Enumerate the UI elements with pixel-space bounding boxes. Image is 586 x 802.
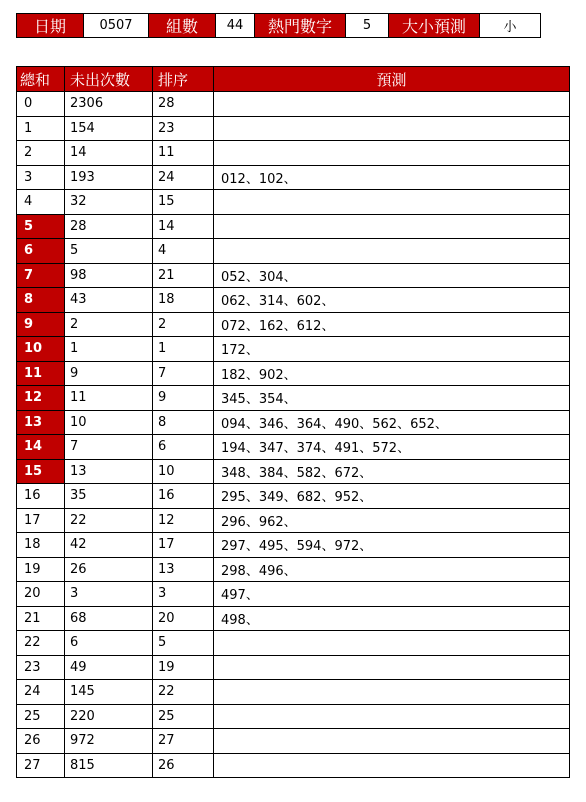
table-row [17, 533, 570, 558]
missed-count-cell: 98 [65, 263, 153, 288]
sum-cell: 23 [17, 655, 65, 680]
prediction-cell: 296、962、 [214, 508, 570, 533]
prediction-cell [214, 239, 570, 264]
sum-cell: 2 [17, 141, 65, 166]
sum-cell: 25 [17, 704, 65, 729]
sum-cell: 3 [17, 165, 65, 190]
table-header-row [17, 67, 570, 92]
missed-count-cell: 35 [65, 484, 153, 509]
table-row [17, 92, 570, 117]
missed-count-cell: 972 [65, 729, 153, 754]
rank-cell: 15 [153, 190, 214, 215]
prediction-cell: 348、384、582、672、 [214, 459, 570, 484]
table-row [17, 288, 570, 313]
table-row [17, 435, 570, 460]
prediction-cell [214, 116, 570, 141]
rank-cell: 5 [153, 631, 214, 656]
sum-cell: 0 [17, 92, 65, 117]
missed-count-cell: 14 [65, 141, 153, 166]
missed-count-cell: 42 [65, 533, 153, 558]
missed-count-cell: 22 [65, 508, 153, 533]
prediction-cell: 072、162、612、 [214, 312, 570, 337]
rank-cell: 27 [153, 729, 214, 754]
hot-number-label: 熱門數字 [255, 14, 346, 38]
rank-cell: 16 [153, 484, 214, 509]
sum-cell: 22 [17, 631, 65, 656]
prediction-cell [214, 631, 570, 656]
missed-count-cell: 28 [65, 214, 153, 239]
rank-cell: 20 [153, 606, 214, 631]
rank-cell: 1 [153, 337, 214, 362]
hot-number-value: 5 [346, 14, 389, 38]
rank-cell: 24 [153, 165, 214, 190]
sum-cell: 24 [17, 680, 65, 705]
table-body [17, 92, 570, 778]
table-row [17, 753, 570, 778]
table-row [17, 655, 570, 680]
missed-count-cell: 154 [65, 116, 153, 141]
prediction-cell [214, 92, 570, 117]
groups-label: 組數 [149, 14, 216, 38]
prediction-cell [214, 655, 570, 680]
sum-cell: 8 [17, 288, 65, 313]
prediction-cell [214, 704, 570, 729]
missed-count-cell: 43 [65, 288, 153, 313]
sum-cell: 27 [17, 753, 65, 778]
table-row [17, 557, 570, 582]
prediction-cell: 498、 [214, 606, 570, 631]
missed-count-cell: 26 [65, 557, 153, 582]
rank-cell: 28 [153, 92, 214, 117]
prediction-cell: 182、902、 [214, 361, 570, 386]
sum-cell: 17 [17, 508, 65, 533]
rank-cell: 11 [153, 141, 214, 166]
column-header-prediction: 預測 [214, 67, 570, 92]
rank-cell: 21 [153, 263, 214, 288]
sum-cell: 5 [17, 214, 65, 239]
prediction-cell: 094、346、364、490、562、652、 [214, 410, 570, 435]
table-row [17, 141, 570, 166]
column-header-sum: 總和 [17, 67, 65, 92]
rank-cell: 6 [153, 435, 214, 460]
sum-cell: 13 [17, 410, 65, 435]
sum-cell: 20 [17, 582, 65, 607]
missed-count-cell: 2306 [65, 92, 153, 117]
rank-cell: 7 [153, 361, 214, 386]
missed-count-cell: 3 [65, 582, 153, 607]
sum-cell: 1 [17, 116, 65, 141]
sum-cell: 21 [17, 606, 65, 631]
prediction-cell: 497、 [214, 582, 570, 607]
size-prediction-label: 大小預測 [389, 14, 480, 38]
table-row [17, 312, 570, 337]
summary-header-table [16, 13, 541, 38]
sum-cell: 19 [17, 557, 65, 582]
table-row [17, 410, 570, 435]
prediction-cell: 052、304、 [214, 263, 570, 288]
rank-cell: 12 [153, 508, 214, 533]
prediction-cell: 297、495、594、972、 [214, 533, 570, 558]
rank-cell: 26 [153, 753, 214, 778]
sum-cell: 18 [17, 533, 65, 558]
table-row [17, 729, 570, 754]
missed-count-cell: 9 [65, 361, 153, 386]
rank-cell: 4 [153, 239, 214, 264]
table-row [17, 631, 570, 656]
prediction-cell [214, 680, 570, 705]
prediction-cell [214, 729, 570, 754]
missed-count-cell: 2 [65, 312, 153, 337]
table-row [17, 239, 570, 264]
table-row [17, 508, 570, 533]
column-header-missed: 未出次數 [65, 67, 153, 92]
rank-cell: 8 [153, 410, 214, 435]
missed-count-cell: 7 [65, 435, 153, 460]
missed-count-cell: 145 [65, 680, 153, 705]
groups-value: 44 [216, 14, 255, 38]
rank-cell: 13 [153, 557, 214, 582]
rank-cell: 25 [153, 704, 214, 729]
rank-cell: 23 [153, 116, 214, 141]
date-label: 日期 [17, 14, 84, 38]
missed-count-cell: 68 [65, 606, 153, 631]
table-row [17, 386, 570, 411]
sum-cell: 6 [17, 239, 65, 264]
prediction-cell [214, 753, 570, 778]
prediction-cell: 345、354、 [214, 386, 570, 411]
rank-cell: 3 [153, 582, 214, 607]
sum-cell: 10 [17, 337, 65, 362]
prediction-cell [214, 214, 570, 239]
missed-count-cell: 5 [65, 239, 153, 264]
sum-cell: 11 [17, 361, 65, 386]
sum-cell: 4 [17, 190, 65, 215]
rank-cell: 9 [153, 386, 214, 411]
date-value: 0507 [84, 14, 149, 38]
table-row [17, 337, 570, 362]
table-row [17, 361, 570, 386]
prediction-table [16, 66, 570, 778]
rank-cell: 22 [153, 680, 214, 705]
prediction-cell: 194、347、374、491、572、 [214, 435, 570, 460]
size-prediction-value: 小 [480, 14, 541, 38]
sum-cell: 26 [17, 729, 65, 754]
rank-cell: 19 [153, 655, 214, 680]
sum-cell: 15 [17, 459, 65, 484]
missed-count-cell: 193 [65, 165, 153, 190]
table-row [17, 484, 570, 509]
table-row [17, 190, 570, 215]
table-row [17, 582, 570, 607]
table-row [17, 263, 570, 288]
missed-count-cell: 815 [65, 753, 153, 778]
summary-header-row [17, 14, 541, 38]
prediction-cell: 295、349、682、952、 [214, 484, 570, 509]
missed-count-cell: 49 [65, 655, 153, 680]
table-row [17, 116, 570, 141]
prediction-cell: 062、314、602、 [214, 288, 570, 313]
sum-cell: 16 [17, 484, 65, 509]
rank-cell: 14 [153, 214, 214, 239]
sum-cell: 9 [17, 312, 65, 337]
table-row [17, 606, 570, 631]
missed-count-cell: 11 [65, 386, 153, 411]
prediction-cell: 298、496、 [214, 557, 570, 582]
rank-cell: 2 [153, 312, 214, 337]
table-row [17, 165, 570, 190]
prediction-cell [214, 190, 570, 215]
table-row [17, 680, 570, 705]
prediction-cell: 012、102、 [214, 165, 570, 190]
sum-cell: 12 [17, 386, 65, 411]
rank-cell: 17 [153, 533, 214, 558]
missed-count-cell: 1 [65, 337, 153, 362]
missed-count-cell: 13 [65, 459, 153, 484]
sum-cell: 14 [17, 435, 65, 460]
missed-count-cell: 220 [65, 704, 153, 729]
rank-cell: 10 [153, 459, 214, 484]
prediction-cell [214, 141, 570, 166]
missed-count-cell: 32 [65, 190, 153, 215]
table-row [17, 459, 570, 484]
table-row [17, 214, 570, 239]
missed-count-cell: 6 [65, 631, 153, 656]
rank-cell: 18 [153, 288, 214, 313]
table-row [17, 704, 570, 729]
column-header-rank: 排序 [153, 67, 214, 92]
sum-cell: 7 [17, 263, 65, 288]
prediction-cell: 172、 [214, 337, 570, 362]
missed-count-cell: 10 [65, 410, 153, 435]
